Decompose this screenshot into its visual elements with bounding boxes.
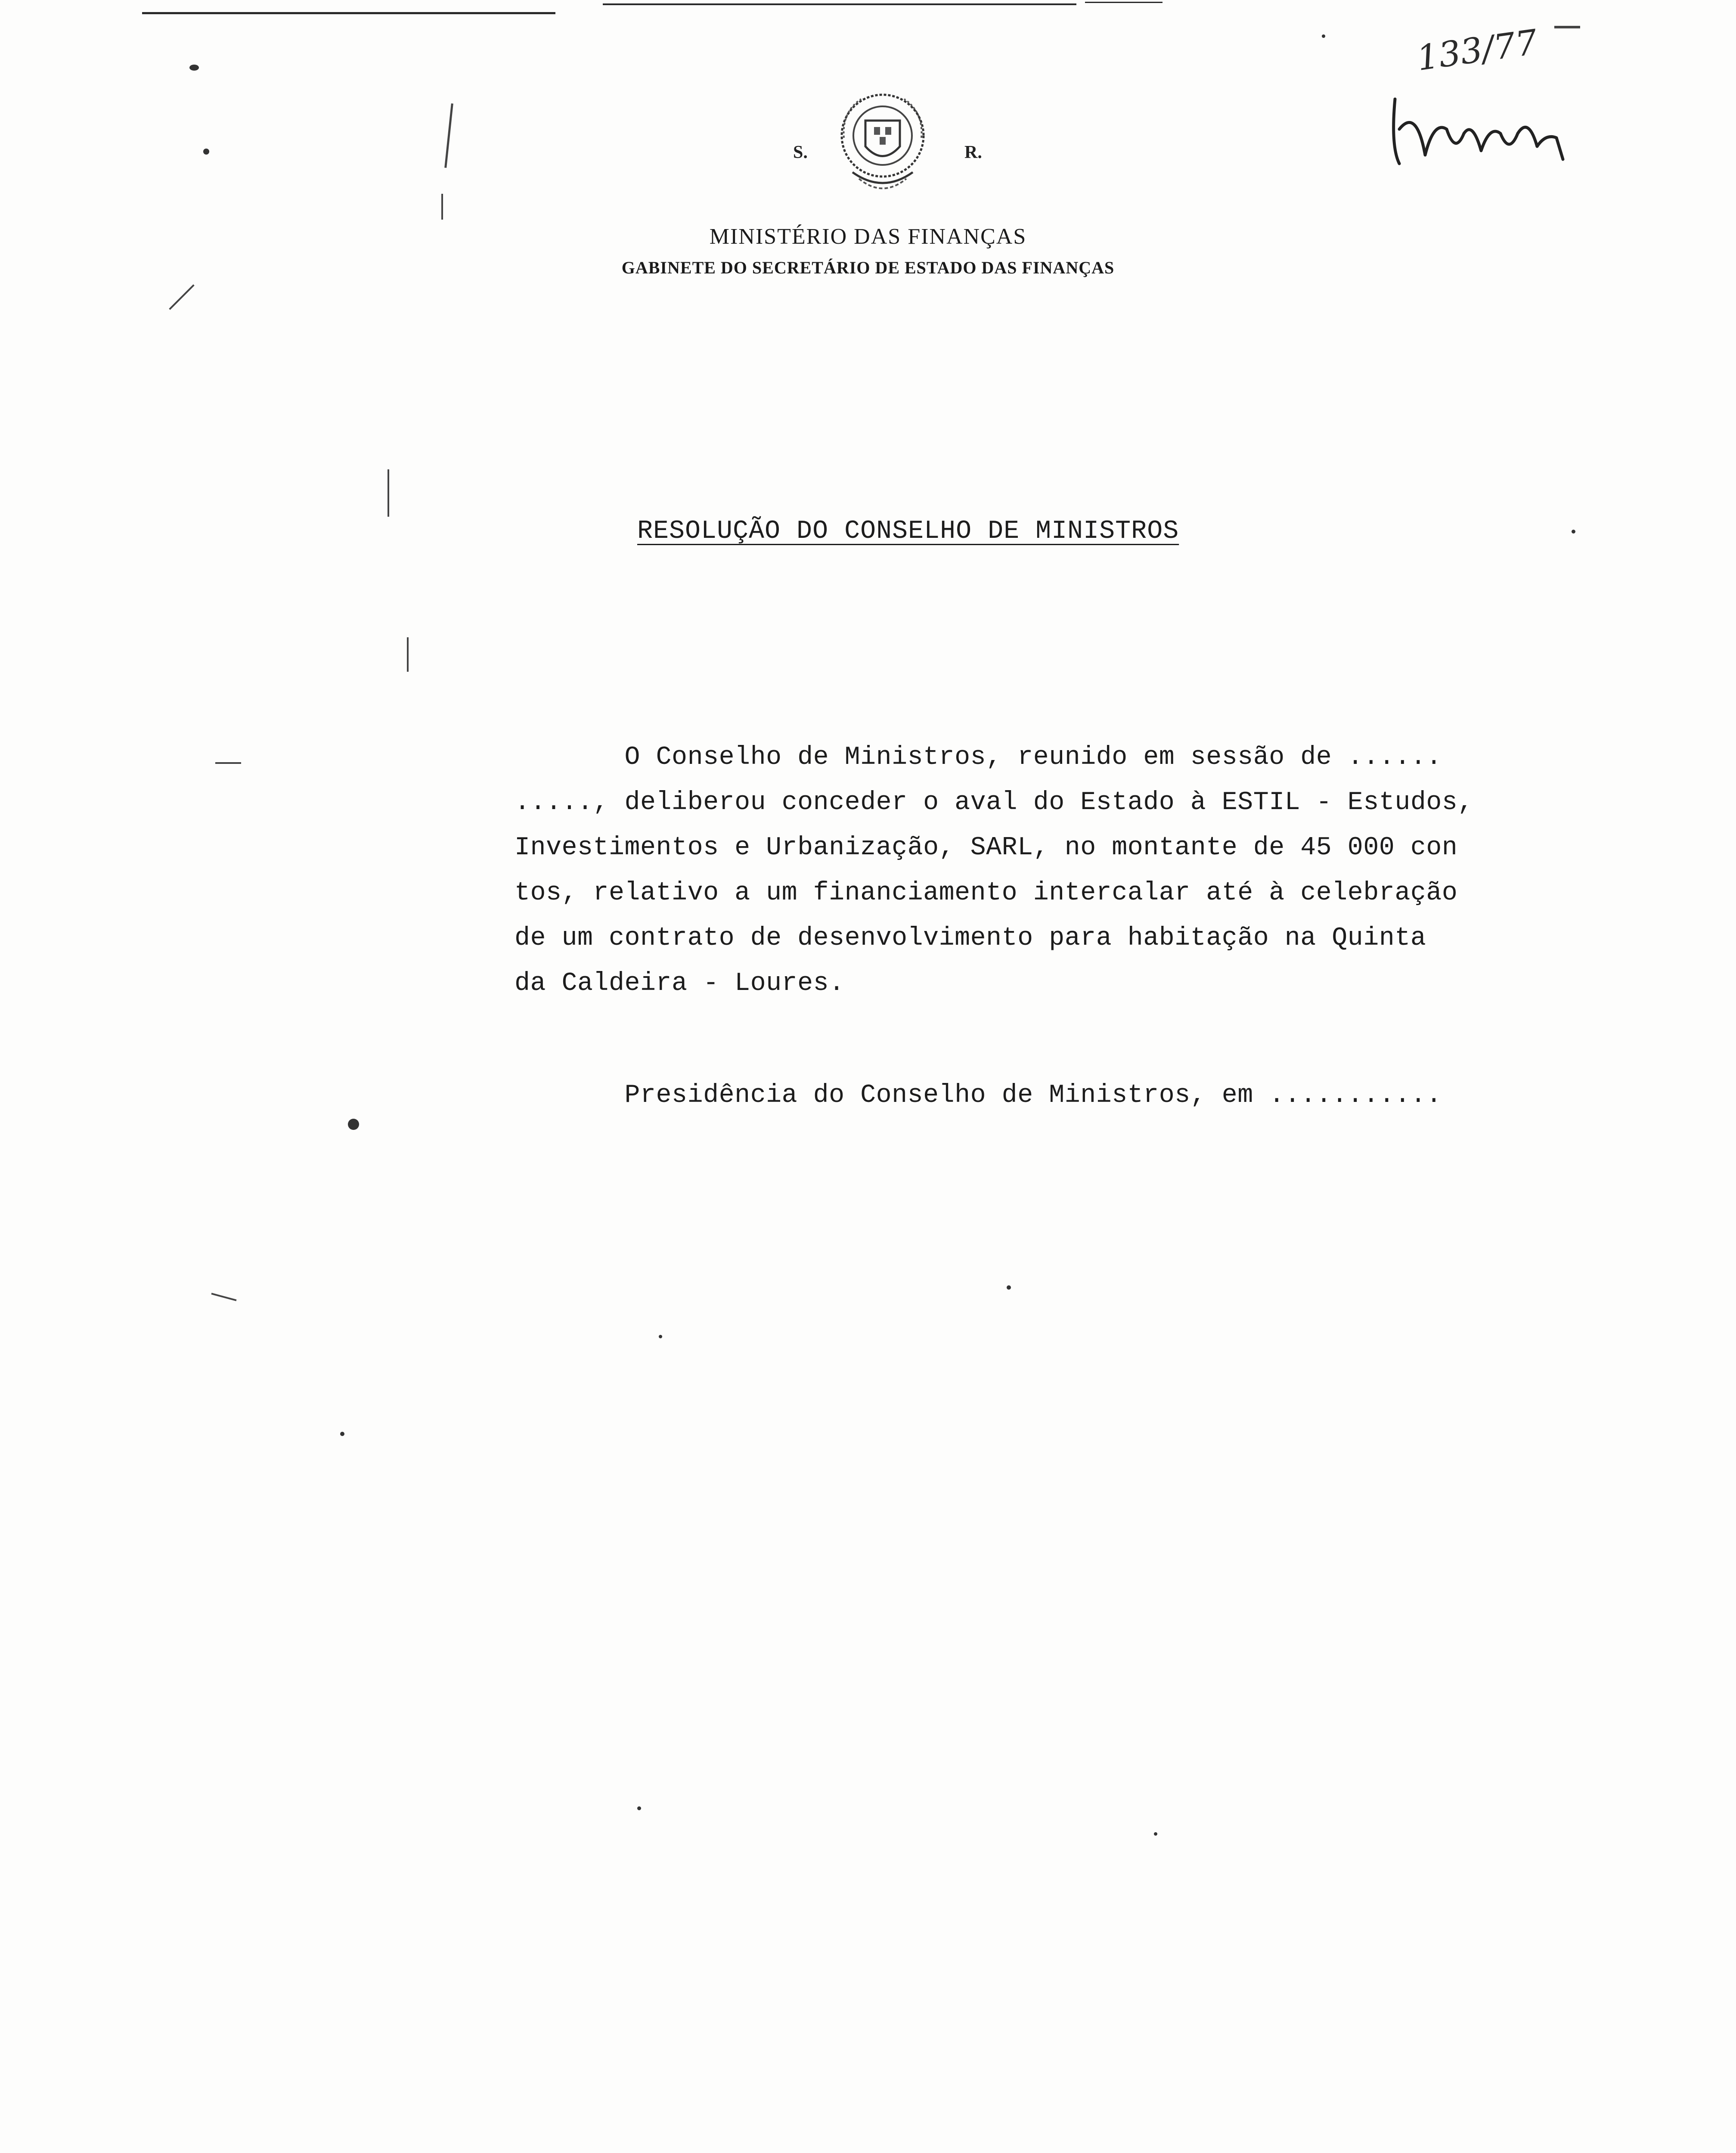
scan-speck <box>348 1119 359 1130</box>
scan-speck <box>659 1335 662 1338</box>
scan-speck <box>1572 530 1575 534</box>
paragraph-line: de um contrato de desenvolvimento para habitação na Quinta <box>515 924 1426 953</box>
paragraph-line: da Caldeira - Loures. <box>515 969 845 998</box>
paragraph-line: Investimentos e Urbanização, SARL, no montante de 45 000 con <box>515 833 1458 862</box>
margin-mark <box>169 284 194 310</box>
crest-right-letter: R. <box>964 143 982 162</box>
margin-mark <box>441 194 443 220</box>
office-name: GABINETE DO SECRETÁRIO DE ESTADO DAS FINANÇAS <box>621 258 1115 277</box>
margin-mark <box>211 1293 237 1301</box>
handwritten-signature <box>1386 82 1576 181</box>
scan-speck <box>637 1806 641 1810</box>
coat-of-arms-icon <box>827 86 939 215</box>
paragraph-line: ....., deliberou conceder o aval do Estado à ESTIL - Estudos, <box>515 788 1473 817</box>
scan-speck <box>1154 1832 1157 1836</box>
margin-mark <box>444 103 453 168</box>
scan-edge-line <box>603 3 1076 5</box>
scan-speck <box>189 65 199 71</box>
margin-mark <box>1554 26 1580 28</box>
scan-speck <box>340 1432 344 1436</box>
scan-speck <box>1007 1285 1011 1290</box>
document-title: RESOLUÇÃO DO CONSELHO DE MINISTROS <box>637 517 1179 546</box>
coat-of-arms-emblem <box>827 86 939 215</box>
handwritten-reference: 133/77 <box>1414 22 1540 79</box>
scan-edge-line <box>1085 2 1162 3</box>
scan-speck <box>1322 34 1325 38</box>
paragraph-line: tos, relativo a um financiamento intercalar até à celebração <box>515 878 1458 908</box>
margin-mark <box>388 469 389 517</box>
margin-mark <box>407 637 409 672</box>
scan-edge-line <box>142 12 555 14</box>
paragraph-line: O Conselho de Ministros, reunido em sessão de ...... <box>515 743 1442 772</box>
margin-mark <box>215 762 241 764</box>
ministry-name: MINISTÉRIO DAS FINANÇAS <box>709 224 1027 249</box>
scan-speck <box>203 149 209 155</box>
crest-left-letter: S. <box>793 143 808 162</box>
closing-line: Presidência do Conselho de Ministros, em ........... <box>515 1081 1442 1110</box>
